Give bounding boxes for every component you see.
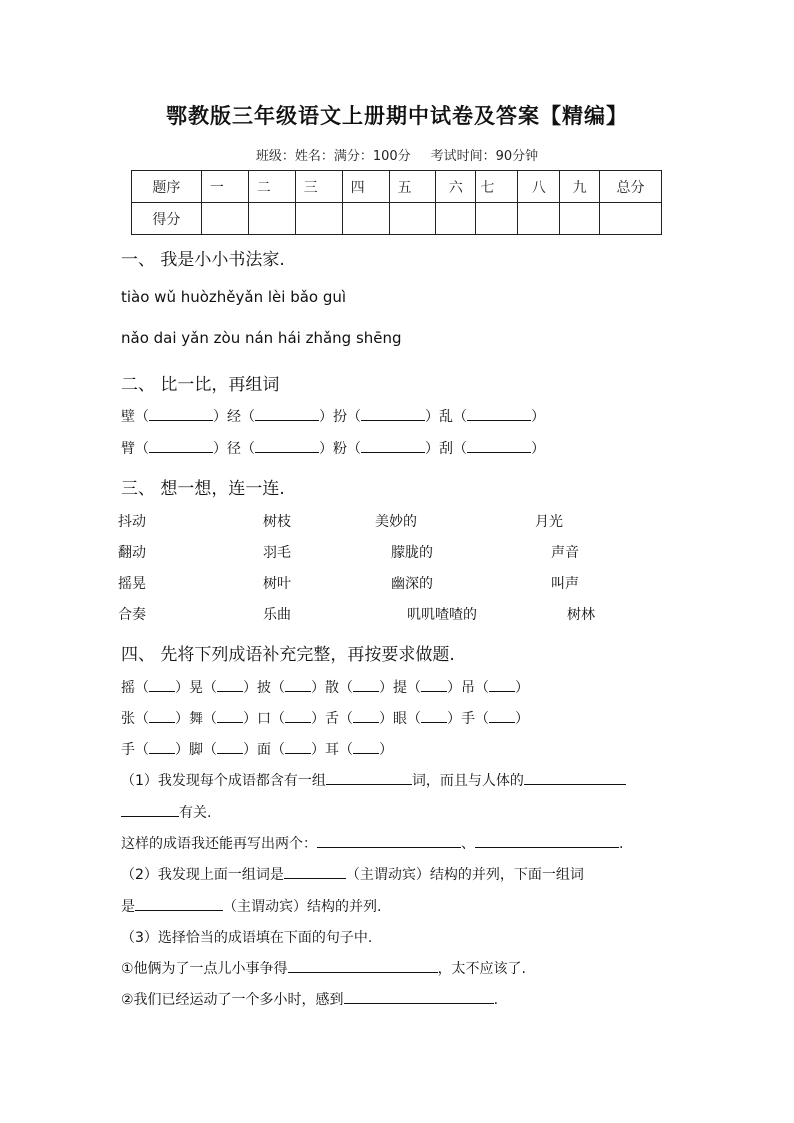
answer-blank[interactable]: [284, 864, 346, 879]
score-cell[interactable]: [248, 203, 295, 235]
char-label: ）手（: [447, 711, 489, 727]
question-text: .: [493, 992, 499, 1008]
table-cell: 九: [560, 171, 600, 203]
question-3-line: （3）选择恰当的成语填在下面的句子中.: [121, 930, 373, 946]
question-text: .: [619, 836, 624, 852]
question-text: ①他俩为了一点儿小事争得: [121, 961, 288, 977]
table-cell: 一: [201, 171, 248, 203]
score-cell[interactable]: [295, 203, 342, 235]
answer-blank[interactable]: [475, 833, 619, 848]
question-1-line-3: [121, 833, 623, 853]
section-2-heading: 二、 比一比，再组词: [121, 375, 280, 395]
char-label: ）: [515, 680, 529, 696]
answer-blank[interactable]: [467, 438, 531, 453]
question-text: （2）我发现上面一组词是: [121, 867, 284, 883]
pinyin-line-2: nǎo dai yǎn zòu nán hái zhǎng shēng: [121, 329, 402, 347]
match-word[interactable]: 树林: [567, 607, 595, 623]
char-label: ）: [379, 742, 393, 758]
answer-blank[interactable]: [149, 739, 175, 754]
section-3-heading: 三、 想一想，连一连.: [121, 479, 285, 499]
question-text: 这样的成语我还能再写出两个：: [121, 836, 317, 852]
score-cell[interactable]: [389, 203, 436, 235]
answer-blank[interactable]: [285, 739, 311, 754]
char-label: ）乱（: [425, 409, 467, 425]
char-label: ）扮（: [319, 409, 361, 425]
answer-blank[interactable]: [467, 406, 531, 421]
answer-blank[interactable]: [149, 406, 213, 421]
char-label: 手（: [121, 742, 149, 758]
score-cell[interactable]: [600, 203, 662, 235]
match-word[interactable]: 树叶: [263, 576, 291, 592]
char-label: 臂（: [121, 441, 149, 457]
question-2-line-1: [121, 864, 584, 884]
answer-blank[interactable]: [421, 708, 447, 723]
char-label: ）: [515, 711, 529, 727]
char-label: ）口（: [243, 711, 285, 727]
answer-blank[interactable]: [135, 896, 223, 911]
answer-blank[interactable]: [317, 833, 461, 848]
table-cell: 四: [342, 171, 389, 203]
table-cell: 二: [248, 171, 295, 203]
match-word[interactable]: 抖动: [118, 514, 146, 530]
answer-blank[interactable]: [421, 677, 447, 692]
char-label: ）披（: [243, 680, 285, 696]
char-label: ）眼（: [379, 711, 421, 727]
char-label: 摇（: [121, 680, 149, 696]
char-label: ）提（: [379, 680, 421, 696]
char-label: ）舞（: [175, 711, 217, 727]
char-label: ）舌（: [311, 711, 353, 727]
answer-blank[interactable]: [217, 708, 243, 723]
char-label: 壁（: [121, 409, 149, 425]
table-cell: 五: [389, 171, 436, 203]
answer-blank[interactable]: [255, 438, 319, 453]
answer-blank[interactable]: [288, 958, 438, 973]
char-label: ）耳（: [311, 742, 353, 758]
char-label: ）: [531, 441, 545, 457]
char-label: ）面（: [243, 742, 285, 758]
question-text: 、: [461, 836, 475, 852]
table-cell: 得分: [132, 203, 202, 235]
match-word[interactable]: 树枝: [263, 514, 291, 530]
match-word[interactable]: 合奏: [118, 607, 146, 623]
question-2-line-2: [121, 896, 381, 916]
answer-blank[interactable]: [344, 989, 494, 1004]
idiom-row-3: [121, 739, 393, 759]
char-label: ）: [531, 409, 545, 425]
question-text: ②我们已经运动了一个多小时，感到: [121, 992, 344, 1008]
answer-blank[interactable]: [149, 677, 175, 692]
score-table-header-row: [132, 171, 662, 203]
answer-blank[interactable]: [149, 708, 175, 723]
question-1-line-1: [121, 770, 626, 790]
char-label: ）径（: [213, 441, 255, 457]
char-label: ）经（: [213, 409, 255, 425]
answer-blank[interactable]: [489, 708, 515, 723]
idiom-row-1: [121, 677, 529, 697]
answer-blank[interactable]: [285, 677, 311, 692]
answer-blank[interactable]: [149, 438, 213, 453]
exam-info-time: 考试时间：90分钟: [430, 149, 539, 164]
question-text: 有关.: [179, 805, 212, 821]
match-word[interactable]: 幽深的: [391, 576, 433, 592]
word-compare-row-1: [121, 406, 545, 426]
answer-blank[interactable]: [326, 770, 412, 785]
match-word[interactable]: 叽叽喳喳的: [407, 607, 477, 623]
answer-blank[interactable]: [353, 677, 379, 692]
table-cell: 总分: [600, 171, 662, 203]
question-text: ，太不应该了.: [437, 961, 527, 977]
match-word[interactable]: 翻动: [118, 545, 146, 561]
score-cell[interactable]: [436, 203, 476, 235]
match-word[interactable]: 声音: [551, 545, 579, 561]
char-label: ）刮（: [425, 441, 467, 457]
score-cell[interactable]: [342, 203, 389, 235]
char-label: ）脚（: [175, 742, 217, 758]
table-cell: 八: [518, 171, 560, 203]
char-label: ）粉（: [319, 441, 361, 457]
char-label: ）晃（: [175, 680, 217, 696]
table-cell: 六: [436, 171, 476, 203]
question-text: （主谓动宾）结构的并列.: [223, 899, 382, 915]
char-label: ）散（: [311, 680, 353, 696]
table-cell: 三: [295, 171, 342, 203]
pinyin-line-1: tiào wǔ huòzhěyǎn lèi bǎo guì: [121, 288, 347, 306]
question-text: （主谓动宾）结构的并列，下面一组词: [345, 867, 584, 883]
char-label: ）吊（: [447, 680, 489, 696]
section-1-heading: 一、 我是小小书法家.: [121, 250, 285, 270]
match-word[interactable]: 美妙的: [375, 514, 417, 530]
answer-blank[interactable]: [353, 739, 379, 754]
question-text: 是: [121, 899, 135, 915]
answer-blank[interactable]: [524, 770, 626, 785]
table-cell: 七: [476, 171, 518, 203]
answer-blank[interactable]: [217, 739, 243, 754]
section-4-heading: 四、 先将下列成语补充完整，再按要求做题.: [121, 645, 455, 665]
question-text: （1）我发现每个成语都含有一组: [121, 773, 326, 789]
exam-info-class: 班级：姓名：满分：100分: [255, 149, 411, 164]
answer-blank[interactable]: [285, 708, 311, 723]
table-cell: 题序: [132, 171, 202, 203]
score-cell[interactable]: [201, 203, 248, 235]
answer-blank[interactable]: [121, 802, 179, 817]
score-table: [131, 170, 662, 235]
answer-blank[interactable]: [353, 708, 379, 723]
idiom-row-2: [121, 708, 529, 728]
match-word[interactable]: 羽毛: [263, 545, 291, 561]
page-title: 鄂教版三年级语文上册期中试卷及答案【精编】: [166, 103, 628, 128]
answer-blank[interactable]: [217, 677, 243, 692]
score-cell[interactable]: [476, 203, 518, 235]
answer-blank[interactable]: [361, 406, 425, 421]
match-word[interactable]: 乐曲: [263, 607, 291, 623]
answer-blank[interactable]: [361, 438, 425, 453]
match-word[interactable]: 叫声: [551, 576, 579, 592]
score-cell[interactable]: [560, 203, 600, 235]
match-word[interactable]: 月光: [535, 514, 563, 530]
score-cell[interactable]: [518, 203, 560, 235]
word-compare-row-2: [121, 438, 545, 458]
question-3-sentence-1: [121, 958, 526, 978]
question-1-line-2: [121, 802, 211, 822]
question-3-sentence-2: [121, 989, 498, 1009]
char-label: 张（: [121, 711, 149, 727]
exam-info: [0, 145, 794, 164]
match-word[interactable]: 朦胧的: [391, 545, 433, 561]
question-text: 词，而且与人体的: [411, 773, 524, 789]
score-table-score-row: [132, 203, 662, 235]
answer-blank[interactable]: [489, 677, 515, 692]
match-word[interactable]: 摇晃: [118, 576, 146, 592]
answer-blank[interactable]: [255, 406, 319, 421]
